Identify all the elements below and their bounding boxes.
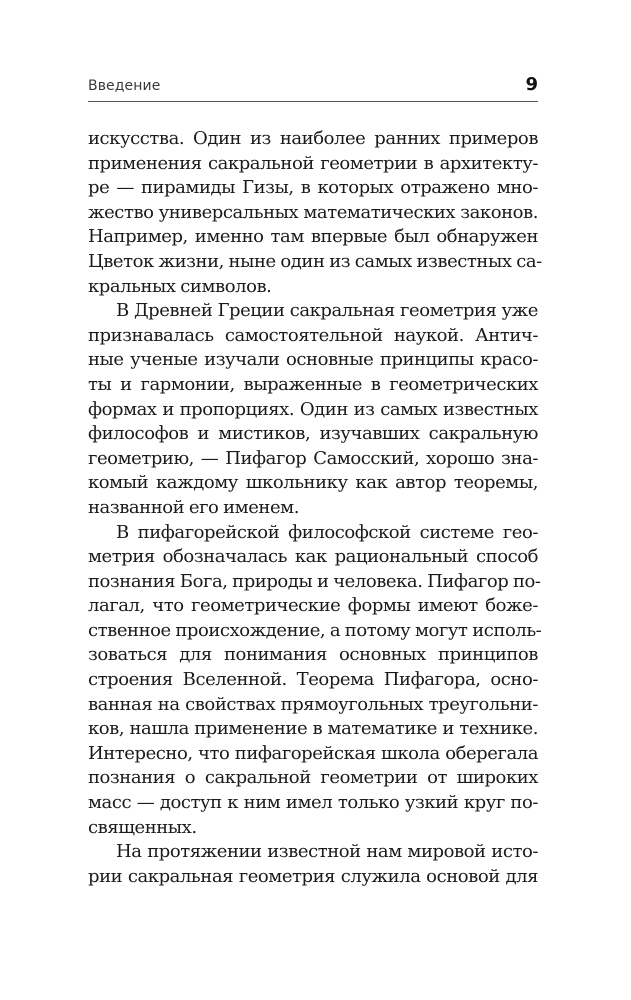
- text-line: В Древней Греции сакральная геометрия уже: [116, 300, 538, 322]
- text-line: искусства. Один из наиболее ранних примеров: [88, 128, 538, 149]
- text-line: ре — пирамиды Гизы, в которых отражено мно-: [88, 177, 538, 199]
- text-line: священных.: [88, 816, 197, 838]
- page-number: 9: [525, 74, 538, 95]
- text-line: философов и мистиков, изучавших сакральную: [88, 423, 538, 445]
- text-line: ты и гармонии, выраженные в геометрических: [88, 373, 538, 395]
- paragraph: [88, 521, 542, 841]
- text-line: познания о сакральной геометрии от широких: [88, 767, 538, 789]
- body-text: [88, 127, 542, 889]
- text-line: метрия обозначалась как рациональный способ: [88, 546, 538, 568]
- text-line: кральных символов.: [88, 275, 272, 297]
- text-line: комый каждому школьнику как автор теоремы,: [88, 472, 538, 494]
- text-line: лагал, что геометрические формы имеют боже-: [88, 595, 538, 617]
- text-line: ков, нашла применение в математике и технике.: [88, 718, 538, 740]
- text-line: признавалась самостоятельной наукой. Антич-: [88, 324, 538, 346]
- text-line: На протяжении известной нам мировой исто-: [116, 841, 538, 863]
- text-line: строения Вселенной. Теорема Пифагора, осно-: [88, 669, 538, 691]
- paragraph: [88, 299, 538, 520]
- text-line: В пифагорейской философской системе гео-: [116, 521, 538, 543]
- running-header: [88, 72, 538, 100]
- text-line: Например, именно там впервые был обнаружен: [88, 226, 538, 248]
- header-rule: [88, 101, 538, 102]
- text-line: рии сакральная геометрия служила основой для: [88, 865, 538, 887]
- text-line: применения сакральной геометрии в архитекту-: [88, 152, 538, 174]
- text-line: Интересно, что пифагорейская школа оберегала: [88, 742, 538, 764]
- section-title: Введение: [88, 78, 161, 94]
- text-line: Цветок жизни, ныне один из самых известных са-: [88, 250, 542, 272]
- text-line: жество универсальных математических законов.: [88, 201, 538, 223]
- text-line: названной его именем.: [88, 496, 299, 518]
- text-line: ственное происхождение, а потому могут исполь-: [88, 619, 542, 641]
- text-line: геометрию, — Пифагор Самосский, хорошо зна-: [88, 447, 538, 469]
- text-line: ные ученые изучали основные принципы красо-: [88, 349, 538, 371]
- paragraph: [88, 840, 538, 889]
- text-line: ванная на свойствах прямоугольных треугольни-: [88, 693, 538, 715]
- text-line: зоваться для понимания основных принципов: [88, 644, 538, 666]
- paragraph: [88, 127, 542, 299]
- text-line: масс — доступ к ним имел только узкий круг по-: [88, 792, 538, 814]
- text-line: познания Бога, природы и человека. Пифагор по-: [88, 570, 541, 592]
- text-line: формах и пропорциях. Один из самых известных: [88, 398, 538, 420]
